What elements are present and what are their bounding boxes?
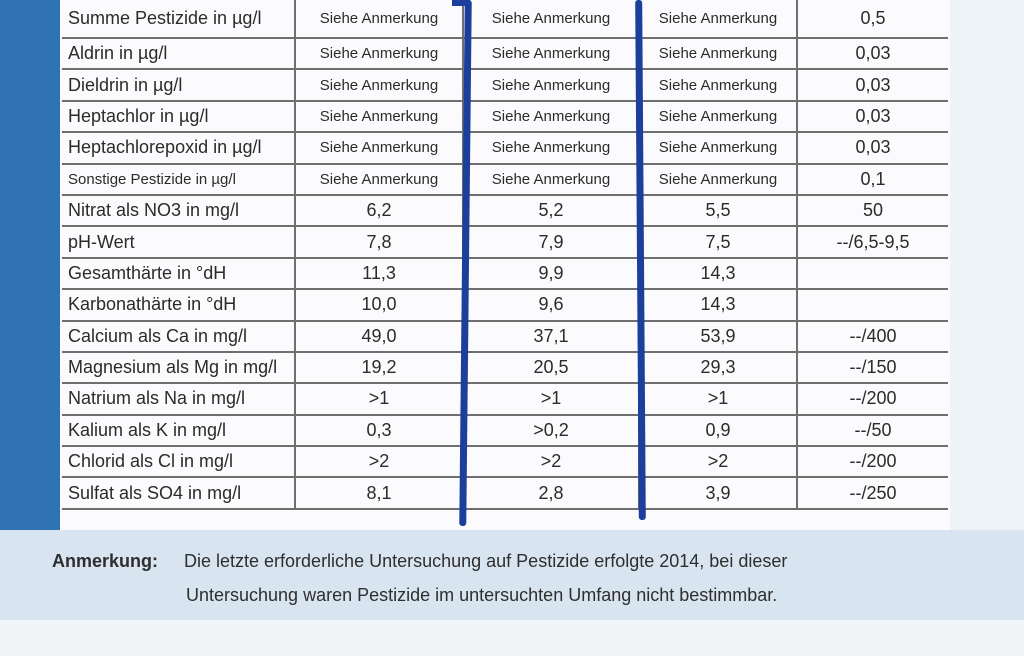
value-cell: 19,2 [295,352,463,383]
limit-cell: 0,03 [797,38,948,69]
value-cell: >1 [463,383,639,414]
value-cell: >1 [639,383,797,414]
value-cell: Siehe Anmerkung [295,38,463,69]
bottom-margin [0,620,1024,656]
value-cell: 10,0 [295,289,463,320]
param-cell: Natrium als Na in mg/l [62,383,295,414]
value-cell: 7,8 [295,226,463,257]
param-cell: Sulfat als SO4 in mg/l [62,477,295,508]
table-row [62,477,948,508]
anmerkung-note [52,544,952,612]
param-cell: Karbonathärte in °dH [62,289,295,320]
param-cell: Chlorid als Cl in mg/l [62,446,295,477]
value-cell: 20,5 [463,352,639,383]
value-cell: 0,3 [295,415,463,446]
limit-cell: --/150 [797,352,948,383]
value-cell: >0,2 [463,415,639,446]
limit-cell: --/200 [797,446,948,477]
value-cell: >2 [639,446,797,477]
table-row [62,195,948,226]
param-cell: Heptachlorepoxid in µg/l [62,132,295,163]
value-cell: 53,9 [639,321,797,352]
value-cell: 14,3 [639,258,797,289]
value-cell: 5,2 [463,195,639,226]
table-row [62,258,948,289]
value-cell: 9,9 [463,258,639,289]
table-row [62,69,948,100]
limit-cell: --/250 [797,477,948,508]
value-cell: 7,9 [463,226,639,257]
param-cell: Dieldrin in µg/l [62,69,295,100]
value-cell: Siehe Anmerkung [639,0,797,38]
value-cell: 2,8 [463,477,639,508]
value-cell: Siehe Anmerkung [463,69,639,100]
value-cell: Siehe Anmerkung [463,0,639,38]
table-row [62,0,948,38]
value-cell: 11,3 [295,258,463,289]
value-cell: 5,5 [639,195,797,226]
param-cell: Aldrin in µg/l [62,38,295,69]
value-cell: 7,5 [639,226,797,257]
value-cell: Siehe Anmerkung [463,101,639,132]
table-row [62,415,948,446]
limit-cell [797,289,948,320]
value-cell: 0,9 [639,415,797,446]
value-cell: Siehe Anmerkung [639,38,797,69]
table-row [62,38,948,69]
limit-cell: --/200 [797,383,948,414]
param-cell: Gesamthärte in °dH [62,258,295,289]
value-cell: >2 [295,446,463,477]
table-row [62,226,948,257]
anmerkung-label: Anmerkung: [52,551,159,571]
value-cell: Siehe Anmerkung [639,132,797,163]
value-cell: 9,6 [463,289,639,320]
param-cell: Magnesium als Mg in mg/l [62,352,295,383]
right-margin [950,0,1024,530]
value-cell: 37,1 [463,321,639,352]
param-cell: Calcium als Ca in mg/l [62,321,295,352]
value-cell: Siehe Anmerkung [639,101,797,132]
param-cell: Kalium als K in mg/l [62,415,295,446]
limit-cell: 0,1 [797,164,948,195]
value-cell: 6,2 [295,195,463,226]
table-row [62,289,948,320]
limit-cell: 0,03 [797,69,948,100]
anmerkung-text-1: Die letzte erforderliche Untersuchung auf Pestizide erfolgte 2014, bei dieser [184,551,788,571]
limit-cell: 50 [797,195,948,226]
table-row [62,132,948,163]
value-cell: Siehe Anmerkung [463,132,639,163]
value-cell: Siehe Anmerkung [295,164,463,195]
water-analysis-table [62,0,948,510]
limit-cell: 0,03 [797,132,948,163]
value-cell: Siehe Anmerkung [295,69,463,100]
left-blue-band [0,0,60,530]
value-cell: >1 [295,383,463,414]
table-row [62,352,948,383]
limit-cell: 0,5 [797,0,948,38]
limit-cell: 0,03 [797,101,948,132]
value-cell: 3,9 [639,477,797,508]
value-cell: Siehe Anmerkung [639,164,797,195]
anmerkung-text-2: Untersuchung waren Pestizide im untersuchten Umfang nicht bestimmbar. [186,585,778,605]
value-cell: Siehe Anmerkung [463,38,639,69]
param-cell: Sonstige Pestizide in µg/l [62,164,295,195]
value-cell: Siehe Anmerkung [639,69,797,100]
param-cell: Nitrat als NO3 in mg/l [62,195,295,226]
table-row [62,101,948,132]
value-cell: 49,0 [295,321,463,352]
limit-cell: --/400 [797,321,948,352]
table-row [62,446,948,477]
limit-cell: --/50 [797,415,948,446]
param-cell: pH-Wert [62,226,295,257]
value-cell: >2 [463,446,639,477]
value-cell: 8,1 [295,477,463,508]
value-cell: 14,3 [639,289,797,320]
anmerkung-line-1 [52,544,952,578]
value-cell: Siehe Anmerkung [295,132,463,163]
value-cell: 29,3 [639,352,797,383]
table-row [62,164,948,195]
table-row [62,321,948,352]
limit-cell: --/6,5-9,5 [797,226,948,257]
param-cell: Heptachlor in µg/l [62,101,295,132]
value-cell: Siehe Anmerkung [295,101,463,132]
limit-cell [797,258,948,289]
value-cell: Siehe Anmerkung [463,164,639,195]
value-cell: Siehe Anmerkung [295,0,463,38]
param-cell: Summe Pestizide in µg/l [62,0,295,38]
table-row [62,383,948,414]
